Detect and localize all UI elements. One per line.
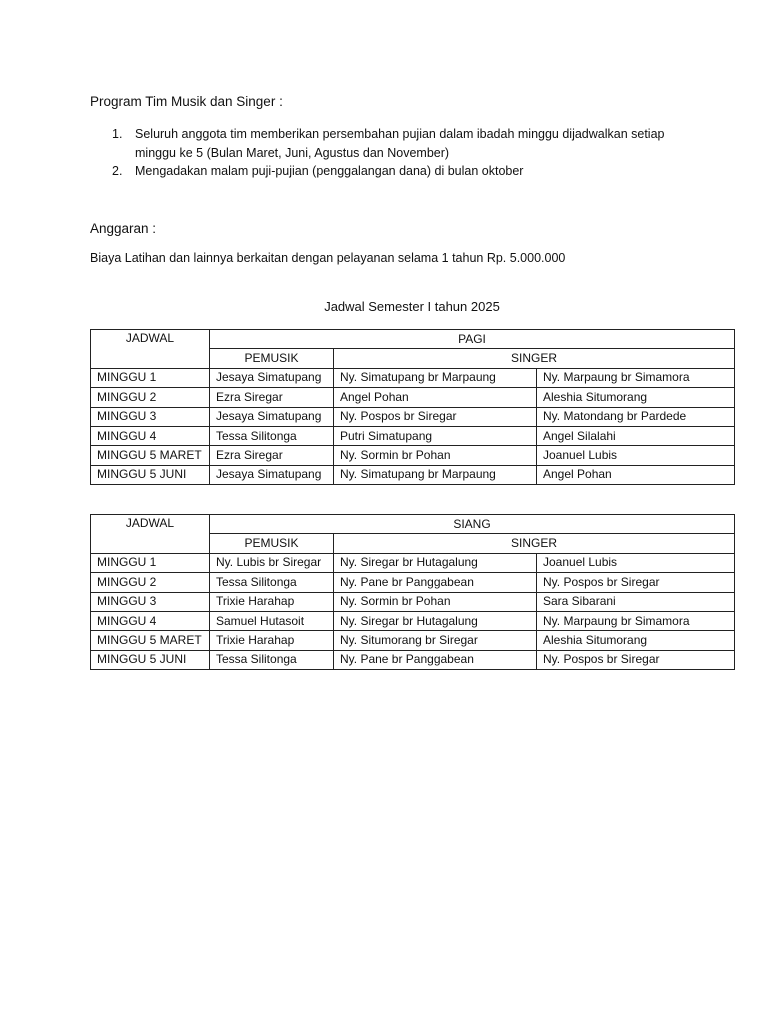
cell-jadwal: MINGGU 3: [91, 407, 210, 426]
cell-singer-1: Ny. Sormin br Pohan: [334, 446, 537, 465]
cell-jadwal: MINGGU 5 MARET: [91, 631, 210, 650]
cell-singer-1: Ny. Siregar br Hutagalung: [334, 611, 537, 630]
cell-jadwal: MINGGU 5 MARET: [91, 446, 210, 465]
column-header-pemusik: PEMUSIK: [210, 349, 334, 368]
cell-jadwal: MINGGU 2: [91, 573, 210, 592]
column-header-singer: SINGER: [334, 534, 735, 553]
program-item-number: 2.: [112, 164, 123, 178]
cell-singer-1: Ny. Situmorang br Siregar: [334, 631, 537, 650]
schedule-title: Jadwal Semester I tahun 2025: [324, 299, 500, 314]
cell-singer-2: Sara Sibarani: [537, 592, 735, 611]
column-header-singer: SINGER: [334, 349, 735, 368]
cell-jadwal: MINGGU 4: [91, 426, 210, 445]
cell-singer-2: Angel Silalahi: [537, 426, 735, 445]
schedule-table-siang: [90, 514, 735, 670]
cell-pemusik: Samuel Hutasoit: [210, 611, 334, 630]
cell-singer-2: Aleshia Situmorang: [537, 631, 735, 650]
session-header: SIANG: [210, 515, 735, 534]
cell-pemusik: Trixie Harahap: [210, 592, 334, 611]
table-row: [91, 650, 735, 669]
table-row: [91, 611, 735, 630]
cell-pemusik: Jesaya Simatupang: [210, 407, 334, 426]
cell-pemusik: Jesaya Simatupang: [210, 368, 334, 387]
cell-singer-2: Angel Pohan: [537, 465, 735, 484]
cell-jadwal: MINGGU 3: [91, 592, 210, 611]
program-item-text: Mengadakan malam puji-pujian (penggalangan dana) di bulan oktober: [135, 164, 524, 178]
cell-pemusik: Tessa Silitonga: [210, 650, 334, 669]
column-header-jadwal: JADWAL: [91, 515, 210, 554]
cell-jadwal: MINGGU 2: [91, 388, 210, 407]
cell-singer-1: Ny. Simatupang br Marpaung: [334, 465, 537, 484]
cell-singer-2: Ny. Marpaung br Simamora: [537, 368, 735, 387]
table-row: [91, 368, 735, 387]
cell-singer-1: Ny. Pospos br Siregar: [334, 407, 537, 426]
program-heading: Program Tim Musik dan Singer :: [90, 94, 283, 109]
cell-pemusik: Jesaya Simatupang: [210, 465, 334, 484]
cell-jadwal: MINGGU 5 JUNI: [91, 650, 210, 669]
budget-text: Biaya Latihan dan lainnya berkaitan dengan pelayanan selama 1 tahun Rp. 5.000.000: [90, 251, 566, 265]
table-row: [91, 426, 735, 445]
cell-singer-1: Ny. Sormin br Pohan: [334, 592, 537, 611]
table-row: [91, 592, 735, 611]
schedule-table-pagi: [90, 329, 735, 485]
cell-singer-2: Ny. Pospos br Siregar: [537, 650, 735, 669]
cell-jadwal: MINGGU 5 JUNI: [91, 465, 210, 484]
table-row: [91, 388, 735, 407]
program-item: [90, 162, 690, 181]
table-row: [91, 553, 735, 572]
cell-singer-2: Joanuel Lubis: [537, 446, 735, 465]
cell-pemusik: Trixie Harahap: [210, 631, 334, 650]
table-row: [91, 573, 735, 592]
budget-heading: Anggaran :: [90, 221, 157, 236]
program-item-text: Seluruh anggota tim memberikan persembahan pujian dalam ibadah minggu dijadwalkan setiap minggu ke 5 (Bulan Maret, Juni, Agustus dan November): [135, 127, 665, 160]
cell-singer-1: Ny. Pane br Panggabean: [334, 650, 537, 669]
column-header-jadwal: JADWAL: [91, 330, 210, 369]
table-row: [91, 407, 735, 426]
cell-singer-2: Joanuel Lubis: [537, 553, 735, 572]
cell-singer-1: Ny. Simatupang br Marpaung: [334, 368, 537, 387]
cell-singer-1: Ny. Pane br Panggabean: [334, 573, 537, 592]
cell-singer-2: Ny. Marpaung br Simamora: [537, 611, 735, 630]
table-row: [91, 465, 735, 484]
cell-singer-2: Ny. Pospos br Siregar: [537, 573, 735, 592]
cell-pemusik: Ny. Lubis br Siregar: [210, 553, 334, 572]
column-header-pemusik: PEMUSIK: [210, 534, 334, 553]
table-row: [91, 446, 735, 465]
cell-pemusik: Ezra Siregar: [210, 388, 334, 407]
cell-singer-1: Angel Pohan: [334, 388, 537, 407]
cell-jadwal: MINGGU 4: [91, 611, 210, 630]
program-list: [90, 125, 690, 181]
cell-singer-1: Ny. Siregar br Hutagalung: [334, 553, 537, 572]
cell-pemusik: Ezra Siregar: [210, 446, 334, 465]
cell-jadwal: MINGGU 1: [91, 368, 210, 387]
cell-pemusik: Tessa Silitonga: [210, 573, 334, 592]
program-item: [90, 125, 690, 162]
session-header: PAGI: [210, 330, 735, 349]
program-item-number: 1.: [112, 127, 123, 141]
cell-pemusik: Tessa Silitonga: [210, 426, 334, 445]
cell-singer-1: Putri Simatupang: [334, 426, 537, 445]
cell-jadwal: MINGGU 1: [91, 553, 210, 572]
cell-singer-2: Ny. Matondang br Pardede: [537, 407, 735, 426]
cell-singer-2: Aleshia Situmorang: [537, 388, 735, 407]
table-row: [91, 631, 735, 650]
